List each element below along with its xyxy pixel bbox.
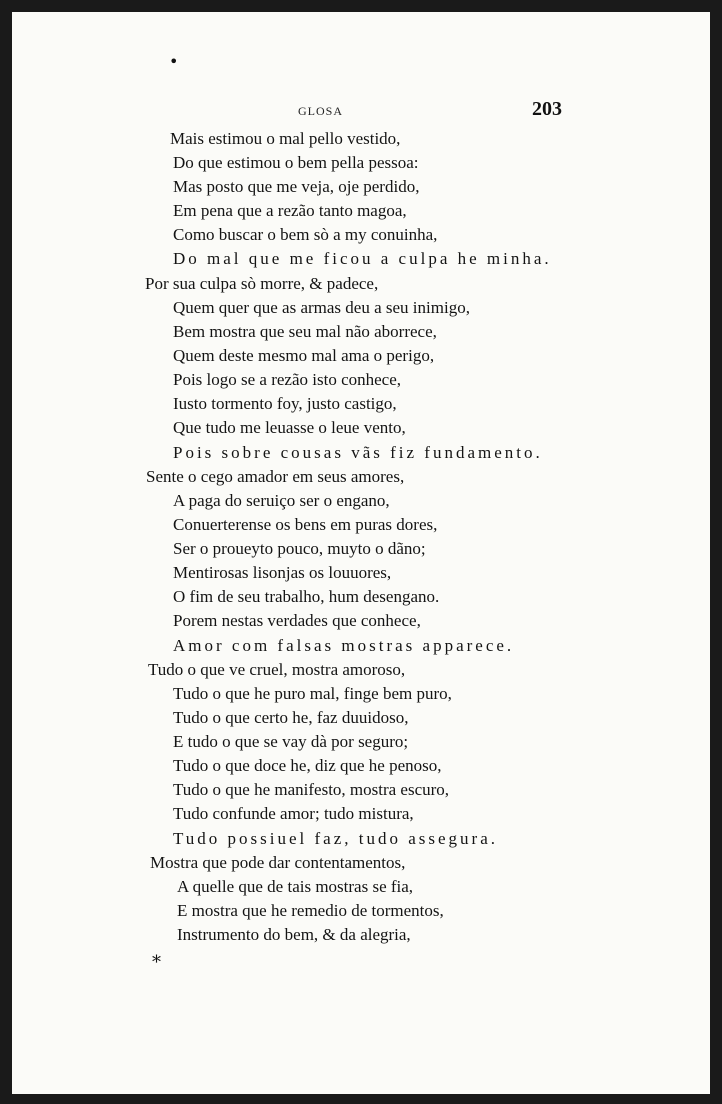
poem-line: Mais estimou o mal pello vestido, bbox=[170, 129, 401, 148]
poem-line: Iusto tormento foy, justo castigo, bbox=[173, 394, 397, 413]
poem-line: Instrumento do bem, & da alegria, bbox=[177, 925, 411, 944]
poem-line: Bem mostra que seu mal não aborrece, bbox=[173, 322, 437, 341]
poem-line: Tudo o que he manifesto, mostra escuro, bbox=[173, 780, 450, 799]
poem-line: O fim de seu trabalho, hum desengano. bbox=[173, 587, 440, 606]
poem-line: Por sua culpa sò morre, & padece, bbox=[145, 274, 379, 293]
poem-line: Pois sobre cousas vãs fiz fundamento. bbox=[173, 443, 543, 462]
asterisk-mark: * bbox=[152, 952, 161, 973]
poem-line: Em pena que a rezão tanto magoa, bbox=[173, 201, 407, 220]
poem-line: E tudo o que se vay dà por seguro; bbox=[173, 732, 409, 751]
poem-line: Mas posto que me veja, oje perdido, bbox=[173, 177, 420, 196]
poem-line: A quelle que de tais mostras se fia, bbox=[177, 877, 414, 896]
poem-line: Tudo o que doce he, diz que he penoso, bbox=[173, 756, 442, 775]
page-number: 203 bbox=[532, 98, 562, 120]
poem-line: Quem quer que as armas deu a seu inimigo, bbox=[173, 298, 470, 317]
poem-line: Tudo o que certo he, faz duuidoso, bbox=[173, 708, 409, 727]
poem-line: Como buscar o bem sò a my conuinha, bbox=[173, 225, 438, 244]
poem-line: Do que estimou o bem pella pessoa: bbox=[173, 153, 419, 172]
book-page bbox=[12, 12, 710, 1094]
poem-line: Mostra que pode dar contentamentos, bbox=[150, 853, 406, 872]
running-title: GLOSA bbox=[298, 104, 344, 118]
poem-line: Pois logo se a rezão isto conhece, bbox=[173, 370, 402, 389]
poem-line: Tudo o que he puro mal, finge bem puro, bbox=[173, 684, 452, 703]
poem-line: Sente o cego amador em seus amores, bbox=[146, 467, 405, 486]
poem-line: A paga do seruiço ser o engano, bbox=[173, 491, 390, 510]
printer-mark: • bbox=[169, 52, 179, 71]
poem-line: Amor com falsas mostras apparece. bbox=[173, 636, 515, 655]
page-header bbox=[12, 94, 710, 124]
poem-line: Tudo confunde amor; tudo mistura, bbox=[173, 804, 414, 823]
poem-line: Ser o proueyto pouco, muyto o dãno; bbox=[173, 539, 426, 558]
poem-line: Do mal que me ficou a culpa he minha. bbox=[173, 249, 552, 268]
poem-line: E mostra que he remedio de tormentos, bbox=[177, 901, 444, 920]
poem-line: Mentirosas lisonjas os louuores, bbox=[173, 563, 392, 582]
poem-line: Que tudo me leuasse o leue vento, bbox=[173, 418, 406, 437]
poem-line: Porem nestas verdades que conhece, bbox=[173, 611, 421, 630]
poem-line: Quem deste mesmo mal ama o perigo, bbox=[173, 346, 435, 365]
poem-line: Tudo o que ve cruel, mostra amoroso, bbox=[148, 660, 406, 679]
poem-line: Tudo possiuel faz, tudo assegura. bbox=[173, 829, 499, 848]
poem-line: Conuerterense os bens em puras dores, bbox=[173, 515, 438, 534]
